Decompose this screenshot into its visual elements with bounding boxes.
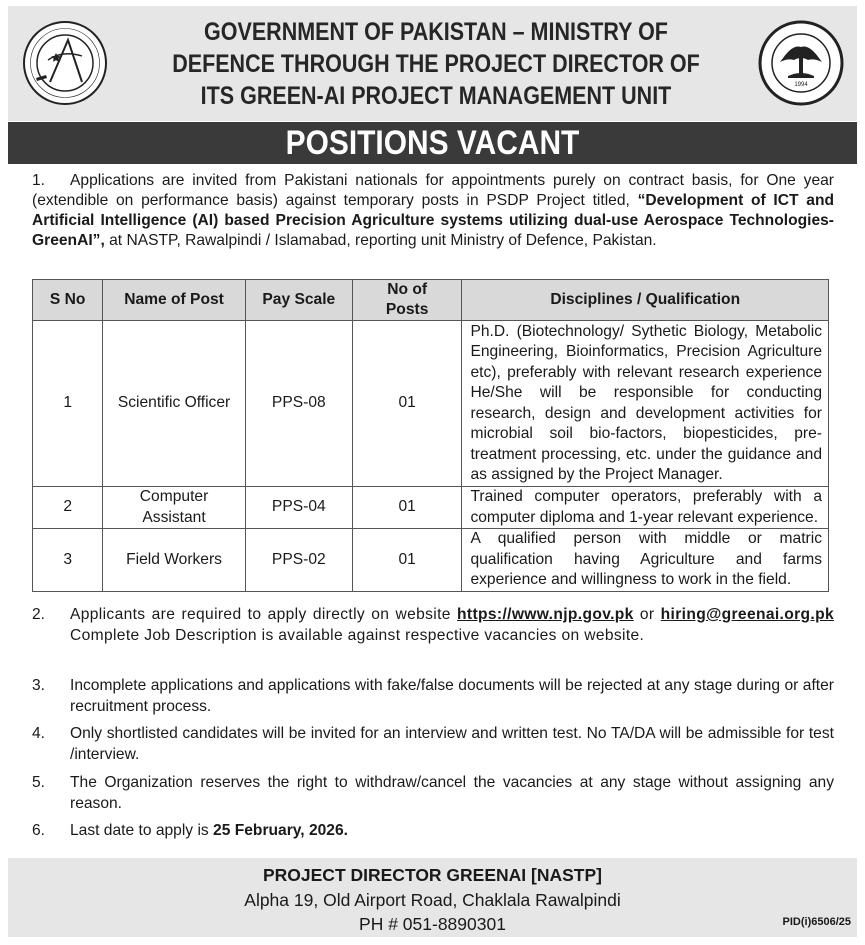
project-title: “Development of ICT and Artificial Intelligence (AI) based Precision Agriculture systems utilizing dual-use Aerospace Technologies-GreenAI”, xyxy=(32,192,834,249)
cell-count: 01 xyxy=(352,487,462,529)
item-text: Last date to apply is xyxy=(70,822,214,839)
item-number: 4. xyxy=(32,725,46,742)
col-header-qualification: Disciplines / Qualification xyxy=(462,280,829,321)
item-number: 3. xyxy=(32,677,46,694)
university-logo xyxy=(758,20,844,106)
banner-title: POSITIONS VACANT xyxy=(285,124,580,162)
cell-pay: PPS-02 xyxy=(245,529,352,592)
intro-text-end: at NASTP, Rawalpindi / Islamabad, reporting unit Ministry of Defence, Pakistan. xyxy=(104,232,657,249)
cell-qualification: Ph.D. (Biotechnology/ Sythetic Biology, Metabolic Engineering, Bioinformatics, Precision Agriculture etc), preferably with relevant research experience He/She will be responsible for conducting research, design and development activities for microbial soil bio-factors, biopesticides, pre-treatment processing, etc. under the guidance and as assigned by the Project Manager. xyxy=(462,321,829,487)
item-text: The Organization reserves the right to withdraw/cancel the vacancies at any stage without assigning any reason. xyxy=(70,774,834,812)
cell-pay: PPS-04 xyxy=(245,487,352,529)
cell-post: Computer Assistant xyxy=(103,487,245,529)
item-text: Only shortlisted candidates will be invited for an interview and written test. No TA/DA will be admissible for test /interview. xyxy=(70,725,834,763)
cell-post: Scientific Officer xyxy=(103,321,245,487)
table-row xyxy=(33,321,829,487)
table-row xyxy=(33,529,829,592)
footer-organization: PROJECT DIRECTOR GREENAI [NASTP] xyxy=(262,865,602,885)
header-title: GOVERNMENT OF PAKISTAN – MINISTRY OF DEFENCE THROUGH THE PROJECT DIRECTOR OF ITS GREEN-AI PROJECT MANAGEMENT UNIT xyxy=(172,18,700,110)
cell-qualification: A qualified person with middle or matric qualification having Agriculture and farms experience and willingness to work in the field. xyxy=(462,529,829,592)
header xyxy=(8,6,857,121)
cell-sno: 2 xyxy=(33,487,103,529)
table-row xyxy=(33,487,829,529)
col-header-sno: S No xyxy=(33,280,103,321)
item-text: Applicants are required to apply directly on website xyxy=(70,606,458,623)
cell-sno: 3 xyxy=(33,529,103,592)
item-text: Incomplete applications and applications with fake/false documents will be rejected at any stage during or after recruitment process. xyxy=(70,677,834,715)
cell-sno: 1 xyxy=(33,321,103,487)
item-text-or: or xyxy=(633,606,661,623)
footer-phone: PH # 051-8890301 xyxy=(359,914,506,934)
cell-pay: PPS-08 xyxy=(245,321,352,487)
col-header-pay: Pay Scale xyxy=(245,280,352,321)
cell-count: 01 xyxy=(352,529,462,592)
item-number: 5. xyxy=(32,774,46,791)
footer xyxy=(8,858,857,937)
pid-code: PID(i)6506/25 xyxy=(782,916,851,928)
intro-text: Applications are invited from Pakistani nationals for appointments purely on contract basis, for One year (extendible on performance basis) against temporary posts in PSDP Project titled, xyxy=(32,172,834,209)
cell-post: Field Workers xyxy=(103,529,245,592)
svg-text:1994: 1994 xyxy=(794,82,808,88)
positions-vacant-banner xyxy=(8,122,857,164)
col-header-post: Name of Post xyxy=(103,280,245,321)
item-text-end: Complete Job Description is available against respective vacancies on website. xyxy=(70,626,645,644)
email-link[interactable]: hiring@greenai.org.pk xyxy=(660,606,834,623)
last-date: 25 February, 2026. xyxy=(213,822,348,839)
cell-count: 01 xyxy=(352,321,462,487)
col-header-count: No of Posts xyxy=(352,280,462,321)
item-number: 1. xyxy=(32,172,46,189)
intro-paragraph xyxy=(32,171,834,251)
positions-table xyxy=(32,279,829,592)
website-link[interactable]: https://www.njp.gov.pk xyxy=(457,606,634,623)
item-number: 6. xyxy=(32,822,46,839)
item-number: 2. xyxy=(32,606,46,623)
footer-address: Alpha 19, Old Airport Road, Chaklala Rawalpindi xyxy=(244,890,621,910)
table-header-row xyxy=(33,280,829,321)
cell-qualification: Trained computer operators, preferably with a computer diploma and 1-year relevant experience. xyxy=(462,487,829,529)
nastp-logo xyxy=(22,20,108,106)
